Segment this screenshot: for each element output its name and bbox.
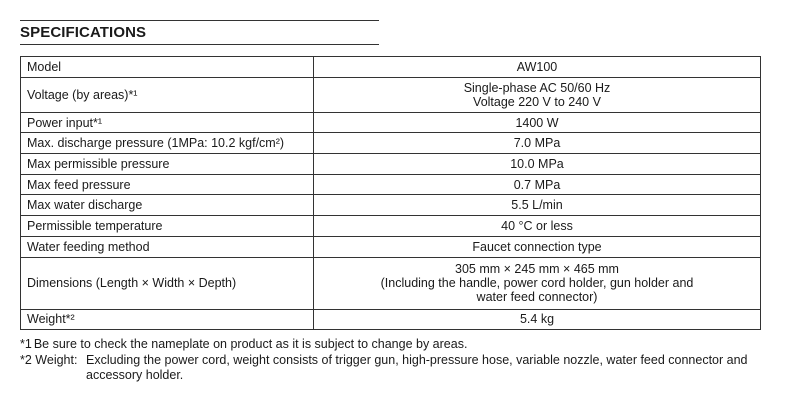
spec-value: 305 mm × 245 mm × 465 mm (Including the handle, power cord holder, gun holder and water feed connector)	[314, 257, 761, 309]
spec-label: Max permissible pressure	[21, 154, 314, 175]
bottom-rule	[20, 44, 379, 45]
spec-value: Single-phase AC 50/60 Hz Voltage 220 V to 240 V	[314, 77, 761, 112]
spec-value: AW100	[314, 57, 761, 78]
spec-label: Dimensions (Length × Width × Depth)	[21, 257, 314, 309]
footnote-mark: *2 Weight:	[20, 352, 78, 367]
spec-value: 0.7 MPa	[314, 174, 761, 195]
table-row	[21, 154, 761, 175]
table-row	[21, 236, 761, 257]
footnote-text: Excluding the power cord, weight consists of trigger gun, high-pressure hose, variable nozzle, water feed connector and accessory holder.	[86, 352, 748, 382]
spec-label: Weight*²	[21, 309, 314, 330]
footnote-text: Be sure to check the nameplate on product as it is subject to change by areas.	[33, 337, 468, 351]
footnote-mark: *1	[20, 337, 32, 351]
section-heading: SPECIFICATIONS	[20, 24, 147, 41]
table-row	[21, 216, 761, 237]
spec-label: Power input*¹	[21, 112, 314, 133]
footnote-1	[20, 337, 780, 353]
table-row	[21, 174, 761, 195]
table-row	[21, 57, 761, 78]
footnote-2	[20, 353, 780, 384]
spec-value: 5.4 kg	[314, 309, 761, 330]
table-row	[21, 112, 761, 133]
spec-value: Faucet connection type	[314, 236, 761, 257]
spec-label: Voltage (by areas)*¹	[21, 77, 314, 112]
table-row	[21, 309, 761, 330]
specifications-table	[20, 56, 761, 330]
spec-label: Max water discharge	[21, 195, 314, 216]
footnotes	[20, 337, 780, 384]
spec-label: Model	[21, 57, 314, 78]
top-rule	[20, 20, 379, 21]
spec-value: 7.0 MPa	[314, 133, 761, 154]
spec-label: Max. discharge pressure (1MPa: 10.2 kgf/cm²)	[21, 133, 314, 154]
spec-label: Permissible temperature	[21, 216, 314, 237]
table-row	[21, 77, 761, 112]
spec-value: 40 °C or less	[314, 216, 761, 237]
spec-label: Water feeding method	[21, 236, 314, 257]
spec-value: 1400 W	[314, 112, 761, 133]
spec-value: 10.0 MPa	[314, 154, 761, 175]
table-row	[21, 257, 761, 309]
spec-value: 5.5 L/min	[314, 195, 761, 216]
table-row	[21, 133, 761, 154]
table-row	[21, 195, 761, 216]
spec-label: Max feed pressure	[21, 174, 314, 195]
